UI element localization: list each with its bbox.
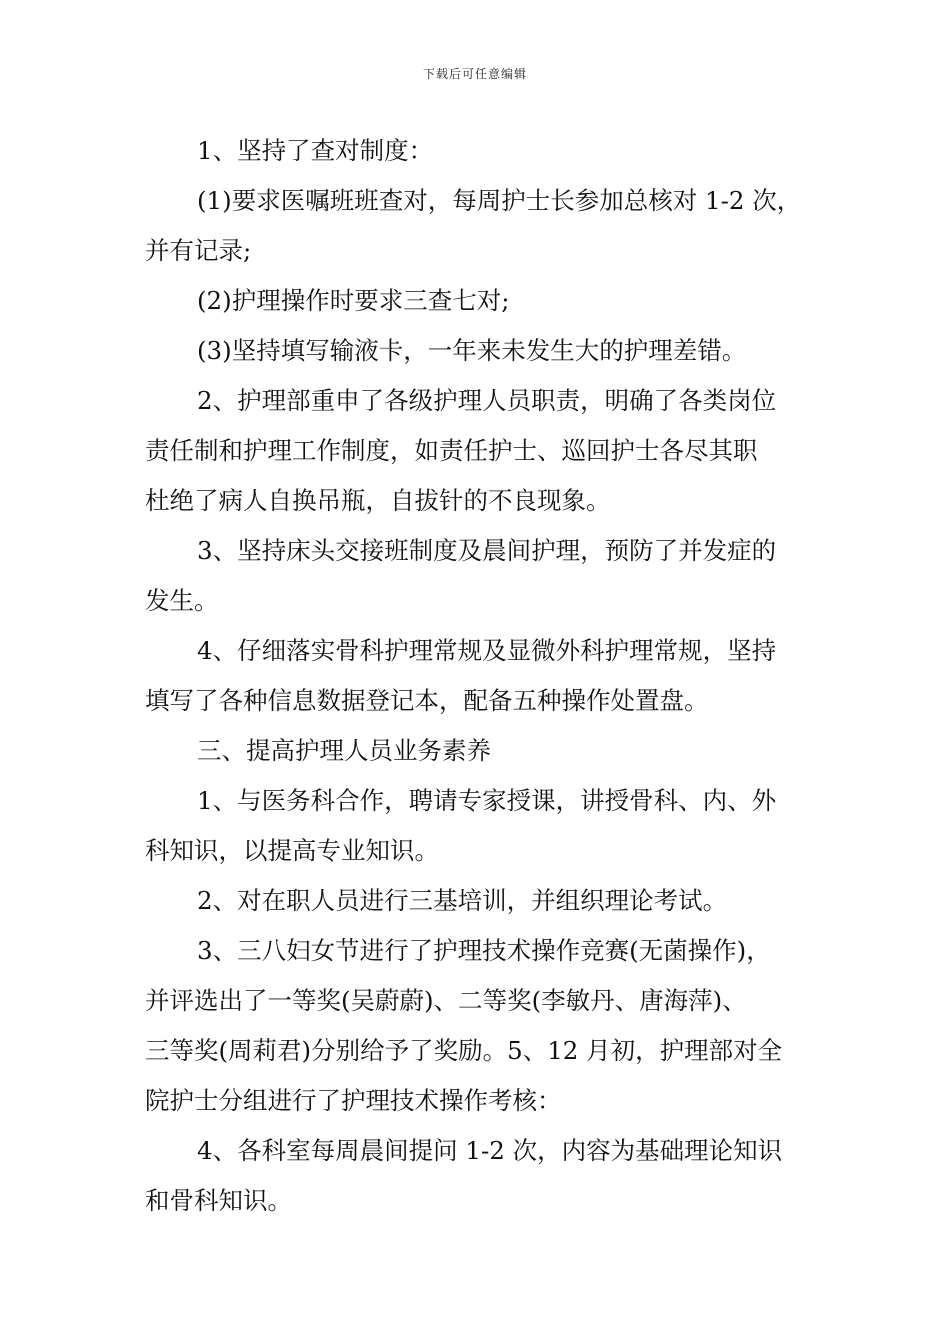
text-line: 4、仔细落实骨科护理常规及显微外科护理常规，坚持 (197, 636, 777, 665)
text-line: 3、坚持床头交接班制度及晨间护理，预防了并发症的 (197, 536, 777, 565)
text-line: 院护士分组进行了护理技术操作考核： (145, 1086, 562, 1115)
text-line: 3、三八妇女节进行了护理技术操作竞赛(无菌操作)， (197, 936, 771, 965)
text-line: (3)坚持填写输液卡，一年来未发生大的护理差错。 (197, 336, 747, 365)
text-line: 和骨科知识。 (145, 1186, 292, 1215)
text-line: 1、坚持了查对制度： (197, 136, 434, 165)
text-line: 2、护理部重申了各级护理人员职责，明确了各类岗位 (197, 386, 777, 415)
section-heading: 三、提高护理人员业务素养 (197, 736, 491, 765)
body-text (145, 126, 810, 1226)
text-line: 杜绝了病人自换吊瓶，自拔针的不良现象。 (145, 486, 611, 515)
text-line: 科知识，以提高专业知识。 (145, 836, 439, 865)
text-line: 2、对在职人员进行三基培训，并组织理论考试。 (197, 886, 728, 915)
text-line: 责任制和护理工作制度，如责任护士、巡回护士各尽其职 (145, 436, 758, 465)
text-line: 并评选出了一等奖(吴蔚蔚)、二等奖(李敏丹、唐海萍)、 (145, 986, 747, 1015)
text-line: 1、与医务科合作，聘请专家授课，讲授骨科、内、外 (197, 786, 777, 815)
text-line: 填写了各种信息数据登记本，配备五种操作处置盘。 (145, 686, 709, 715)
text-line: 并有记录; (145, 236, 252, 265)
text-line: 发生。 (145, 586, 219, 615)
header-note: 下载后可任意编辑 (422, 67, 527, 81)
text-line: (1)要求医嘱班班查对，每周护士长参加总核对 1-2 次， (197, 186, 802, 215)
text-line: (2)护理操作时要求三查七对; (197, 286, 510, 315)
text-line: 三等奖(周莉君)分别给予了奖励。5、12 月初，护理部对全 (145, 1036, 783, 1065)
text-line: 4、各科室每周晨间提问 1-2 次，内容为基础理论知识 (197, 1136, 783, 1165)
